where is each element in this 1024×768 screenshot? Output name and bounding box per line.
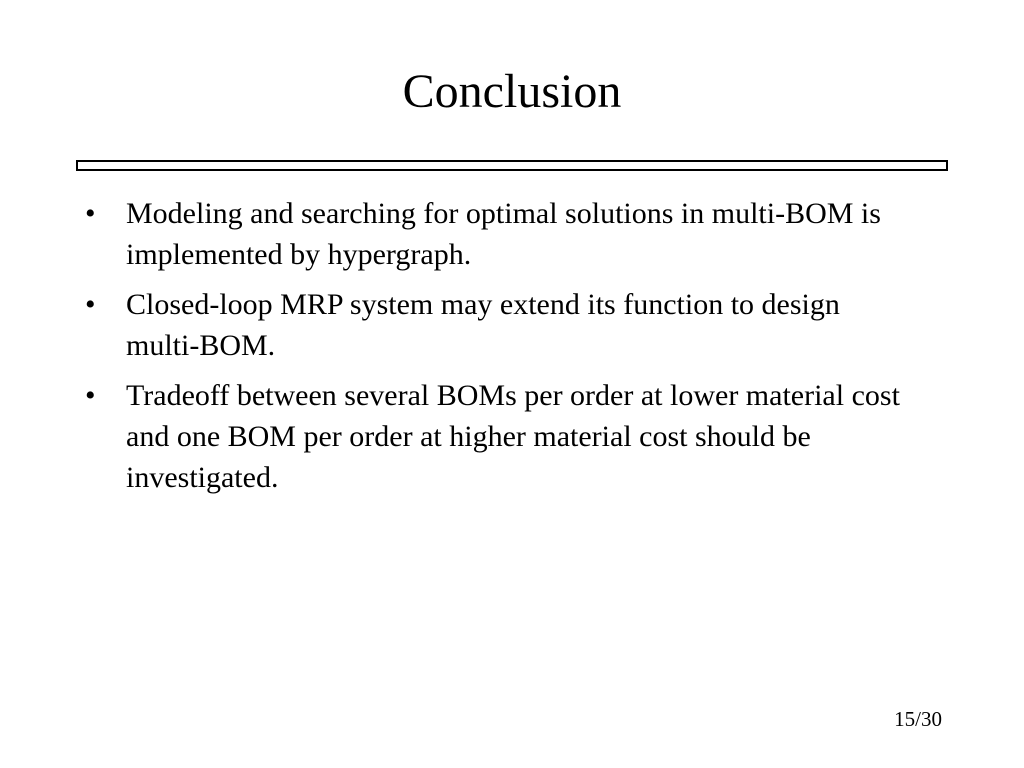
bullet-item [85, 375, 905, 498]
bullet-marker: • [85, 379, 96, 412]
bullet-text: Closed-loop MRP system may extend its function to design multi-BOM. [126, 288, 840, 362]
bullet-text: Tradeoff between several BOMs per order at lower material cost and one BOM per order at higher material cost should be investigated. [126, 379, 900, 494]
slide-title: Conclusion [402, 65, 622, 118]
bullet-text: Modeling and searching for optimal solutions in multi-BOM is implemented by hypergraph. [126, 197, 881, 271]
bullet-list [85, 193, 905, 507]
bullet-marker: • [85, 288, 96, 321]
bullet-marker: • [85, 197, 96, 230]
page-number: 15/30 [894, 707, 942, 731]
title-divider [76, 160, 948, 171]
bullet-item [85, 193, 905, 275]
bullet-item [85, 284, 905, 366]
